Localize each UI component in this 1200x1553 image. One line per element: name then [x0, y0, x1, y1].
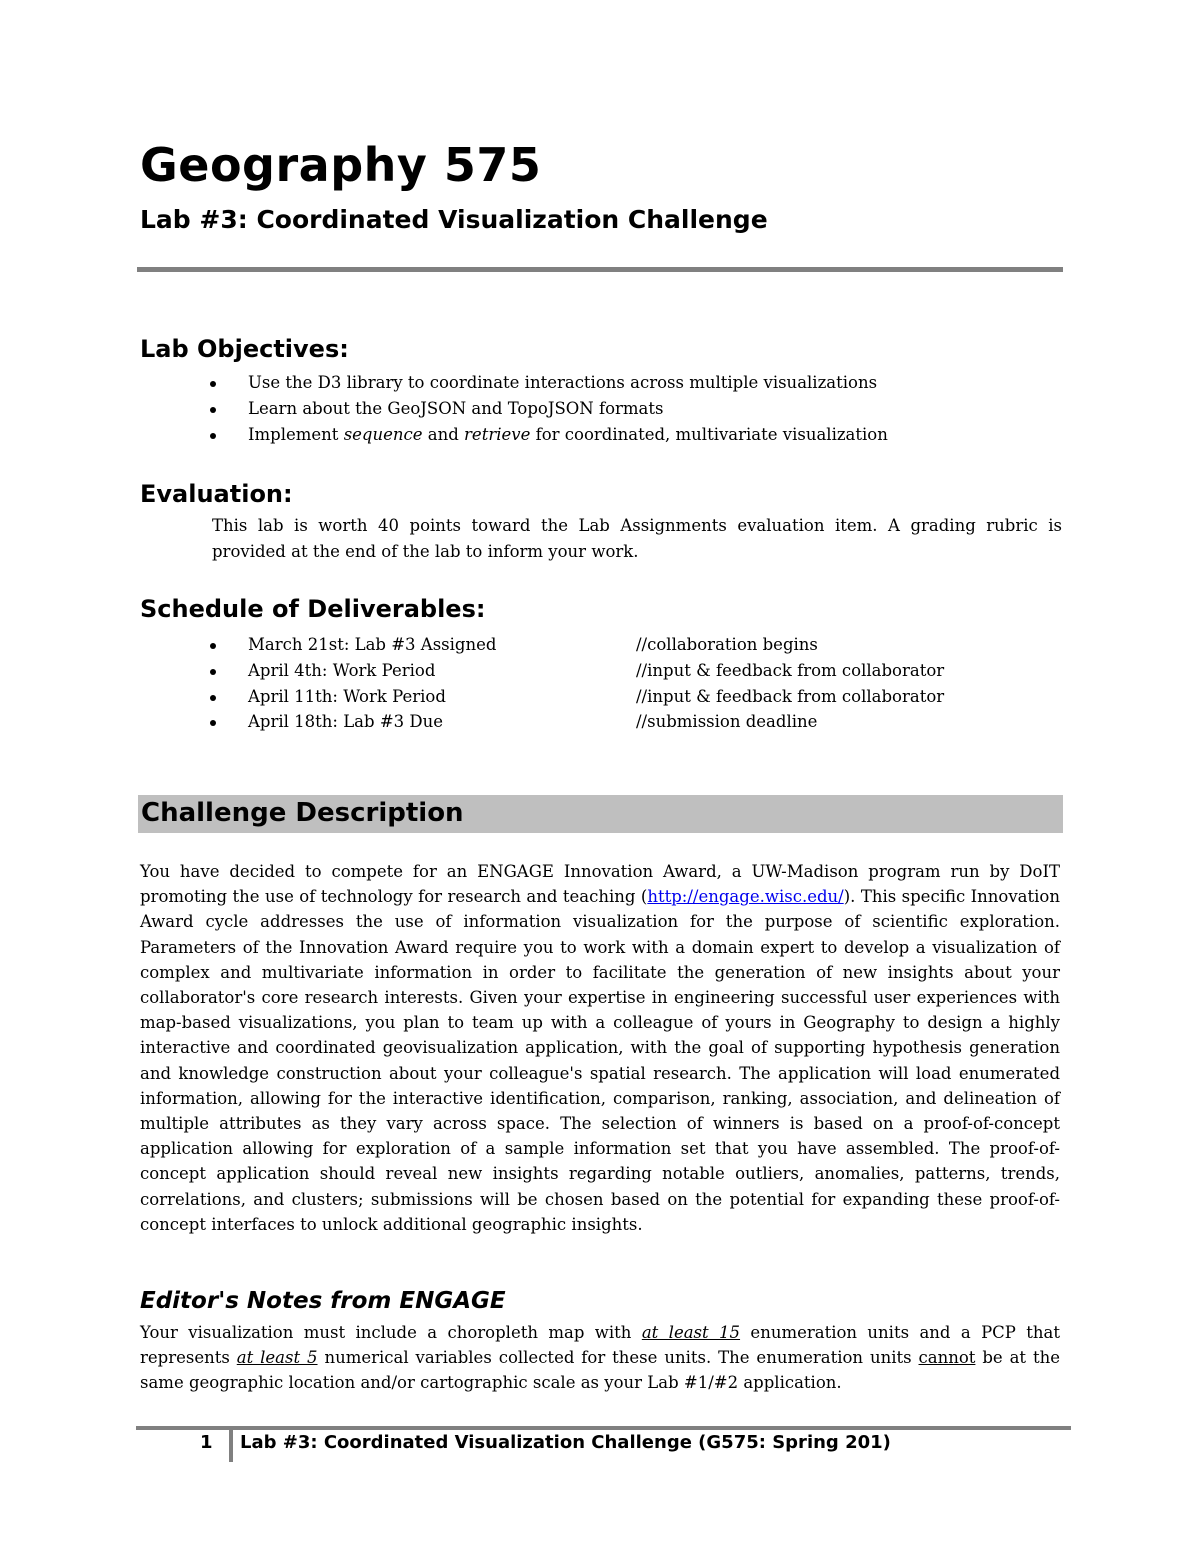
objective-text: Implement: [248, 424, 344, 444]
challenge-paragraph: [140, 859, 1060, 1237]
notes-heading: Editor's Notes from ENGAGE: [140, 1288, 506, 1314]
objective-emphasis: sequence: [343, 424, 423, 444]
document-subtitle: Lab #3: Coordinated Visualization Challenge: [140, 205, 768, 234]
bullet-icon: [210, 669, 216, 675]
list-item: [210, 684, 1010, 710]
schedule-date: April 18th: Lab #3 Due: [248, 712, 444, 732]
schedule-note: //input & feedback from collaborator: [636, 686, 945, 706]
list-item: [210, 422, 888, 448]
notes-paragraph: [140, 1320, 1060, 1396]
schedule-note: //input & feedback from collaborator: [636, 660, 945, 680]
footer-separator: [229, 1430, 233, 1462]
challenge-text: ). This specific Innovation Award cycle addresses the use of information visualization for the purpose of scientific exploration. Parameters of the Innovation Award require you to work with a domain expert to develop a visualization of complex and multivariate information in order to facilitate the generation of new insights about your collaborator's core research interests. Given your expertise in engineering successful user experiences with map-based visualizations, you plan to team up with a colleague of yours in Geography to design a highly interactive and coordinated geovisualization application, with the goal of supporting hypothesis generation and knowledge construction about your colleague's spatial research. The application will load enumerated information, allowing for the interactive identification, comparison, ranking, association, and delineation of multiple attributes as they vary across space. The selection of winners is based on a proof-of-concept application allowing for exploration of a sample information set that you have assembled. The proof-of-concept application should reveal new insights regarding notable outliers, anomalies, patterns, trends, correlations, and clusters; submissions will be chosen based on the potential for expanding these proof-of-concept interfaces to unlock additional geographic insights.: [140, 887, 1060, 1234]
objective-text: for coordinated, multivariate visualization: [530, 424, 888, 444]
evaluation-text: This lab is worth 40 points toward the Lab Assignments evaluation item. A grading rubric is provided at the end of the lab to inform your work.: [212, 516, 1062, 561]
schedule-list: [210, 632, 1010, 735]
objective-text: Learn about the GeoJSON and TopoJSON formats: [248, 398, 664, 418]
engage-link[interactable]: http://engage.wisc.edu/: [647, 887, 844, 907]
footer-divider: [136, 1426, 1071, 1430]
bullet-icon: [210, 643, 216, 649]
schedule-date: April 11th: Work Period: [248, 686, 446, 706]
schedule-note: //submission deadline: [636, 712, 818, 732]
header-divider: [137, 267, 1063, 272]
notes-emphasis: at least 5: [236, 1348, 318, 1368]
list-item: [210, 658, 1010, 684]
list-item: [210, 632, 1010, 658]
bullet-icon: [210, 407, 216, 413]
page-number: 1: [200, 1432, 213, 1453]
notes-emphasis: cannot: [918, 1348, 976, 1368]
challenge-text: You have decided to compete for an ENGAGE Innovation Award, a UW-Madison program run by DoIT promoting the use of technology for research and teaching (: [140, 862, 1060, 907]
notes-text: numerical variables collected for these units. The enumeration units: [317, 1348, 919, 1368]
footer-text: Lab #3: Coordinated Visualization Challenge (G575: Spring 201): [240, 1432, 891, 1453]
schedule-date: March 21st: Lab #3 Assigned: [248, 635, 497, 654]
objective-text: Use the D3 library to coordinate interactions across multiple visualizations: [248, 373, 878, 392]
bullet-icon: [210, 381, 216, 387]
objectives-heading: Lab Objectives:: [140, 335, 349, 363]
schedule-note: //collaboration begins: [636, 635, 818, 654]
evaluation-heading: Evaluation:: [140, 480, 293, 508]
bullet-icon: [210, 720, 216, 726]
notes-text: be at the same geographic location and/or cartographic scale as your Lab #1/#2 application.: [140, 1348, 1060, 1393]
notes-emphasis: at least 15: [641, 1323, 741, 1342]
bullet-icon: [210, 433, 216, 439]
list-item: [210, 396, 888, 422]
objective-emphasis: retrieve: [464, 424, 531, 444]
objective-text: and: [422, 424, 465, 444]
objectives-list: [210, 370, 888, 447]
list-item: [210, 709, 1010, 735]
notes-text: Your visualization must include a choropleth map with: [140, 1323, 642, 1342]
notes-text: enumeration units and a PCP that represents: [140, 1323, 1061, 1368]
challenge-heading: Challenge Description: [141, 798, 464, 828]
list-item: [210, 370, 888, 396]
schedule-date: April 4th: Work Period: [248, 660, 436, 680]
bullet-icon: [210, 695, 216, 701]
schedule-heading: Schedule of Deliverables:: [140, 595, 486, 623]
document-title: Geography 575: [140, 138, 542, 192]
